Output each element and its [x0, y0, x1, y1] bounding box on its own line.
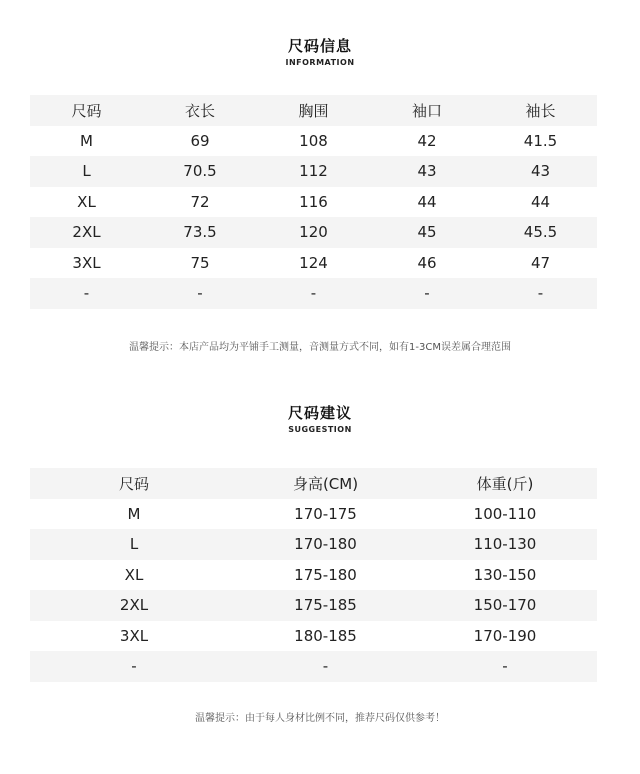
size-suggestion-header-row	[30, 468, 597, 499]
table-cell: 130-150	[473, 565, 537, 584]
size-suggestion-title: 尺码建议	[287, 404, 352, 422]
header-cell: 衣长	[143, 95, 257, 126]
table-cell: 69	[190, 131, 210, 150]
size-info-table	[30, 95, 597, 309]
table-cell: 150-170	[413, 590, 597, 621]
table-cell: 43	[370, 156, 484, 187]
table-cell: -	[143, 278, 257, 309]
table-cell: 73.5	[143, 217, 257, 248]
table-cell: 44	[530, 192, 551, 211]
table-cell: 175-185	[238, 590, 413, 621]
table-cell: 110-130	[413, 529, 597, 560]
size-suggestion-note: 温馨提示：由于每人身材比例不同，推荐尺码仅供参考！	[195, 713, 445, 724]
table-cell: 43	[484, 156, 597, 187]
table-cell: 175-180	[294, 565, 357, 584]
table-cell: 45.5	[484, 217, 597, 248]
table-cell: 72	[190, 192, 210, 211]
table-row	[30, 590, 597, 621]
table-row	[30, 248, 597, 279]
table-cell: 180-185	[294, 626, 357, 645]
table-cell: L	[30, 156, 143, 187]
table-cell: 44	[417, 192, 437, 211]
table-cell: 2XL	[30, 590, 238, 621]
table-row	[30, 529, 597, 560]
table-cell: 3XL	[119, 626, 149, 645]
table-cell: 70.5	[143, 156, 257, 187]
table-cell: -	[413, 651, 597, 682]
table-cell: XL	[77, 192, 96, 211]
table-row	[30, 156, 597, 187]
table-cell: 47	[530, 253, 551, 272]
table-cell: 108	[299, 131, 328, 150]
table-cell: XL	[124, 565, 144, 584]
header-cell: 体重(斤)	[413, 468, 597, 499]
header-cell: 尺码	[30, 95, 143, 126]
table-cell: 3XL	[72, 253, 101, 272]
table-cell: M	[127, 504, 141, 523]
table-cell: M	[80, 131, 93, 150]
table-cell: 170-190	[473, 626, 537, 645]
table-row	[30, 217, 597, 248]
table-cell: 170-175	[294, 504, 357, 523]
table-row	[30, 187, 597, 218]
size-suggestion-subtitle: SUGGESTION	[288, 425, 352, 434]
size-info-header-row	[30, 95, 597, 126]
table-cell: 124	[299, 253, 328, 272]
table-cell: 170-180	[238, 529, 413, 560]
table-row	[30, 621, 597, 652]
table-cell: 75	[190, 253, 210, 272]
table-cell: 42	[417, 131, 437, 150]
header-cell: 尺码	[30, 468, 238, 499]
table-cell: 116	[299, 192, 328, 211]
table-cell: 112	[257, 156, 370, 187]
table-cell: -	[30, 651, 238, 682]
table-row	[30, 278, 597, 309]
table-row	[30, 560, 597, 591]
table-cell: -	[257, 278, 370, 309]
table-row	[30, 499, 597, 530]
size-info-note: 温馨提示：本店产品均为平铺手工测量，音测量方式不同，如有1-3CM误差属合理范围	[129, 342, 511, 353]
table-row	[30, 126, 597, 157]
table-row	[30, 651, 597, 682]
table-cell: 41.5	[523, 131, 558, 150]
table-cell: 45	[370, 217, 484, 248]
table-cell: L	[30, 529, 238, 560]
table-cell: 2XL	[30, 217, 143, 248]
header-cell: 袖长	[484, 95, 597, 126]
table-cell: 120	[257, 217, 370, 248]
table-cell: -	[238, 651, 413, 682]
table-cell: -	[370, 278, 484, 309]
header-cell: 袖口	[370, 95, 484, 126]
header-cell: 胸围	[257, 95, 370, 126]
size-info-subtitle: INFORMATION	[285, 58, 355, 67]
size-suggestion-table	[30, 468, 597, 682]
size-info-title: 尺码信息	[287, 37, 352, 55]
table-cell: 100-110	[473, 504, 537, 523]
table-cell: 46	[417, 253, 437, 272]
table-cell: -	[30, 278, 143, 309]
table-cell: -	[484, 278, 597, 309]
header-cell: 身高(CM)	[238, 468, 413, 499]
